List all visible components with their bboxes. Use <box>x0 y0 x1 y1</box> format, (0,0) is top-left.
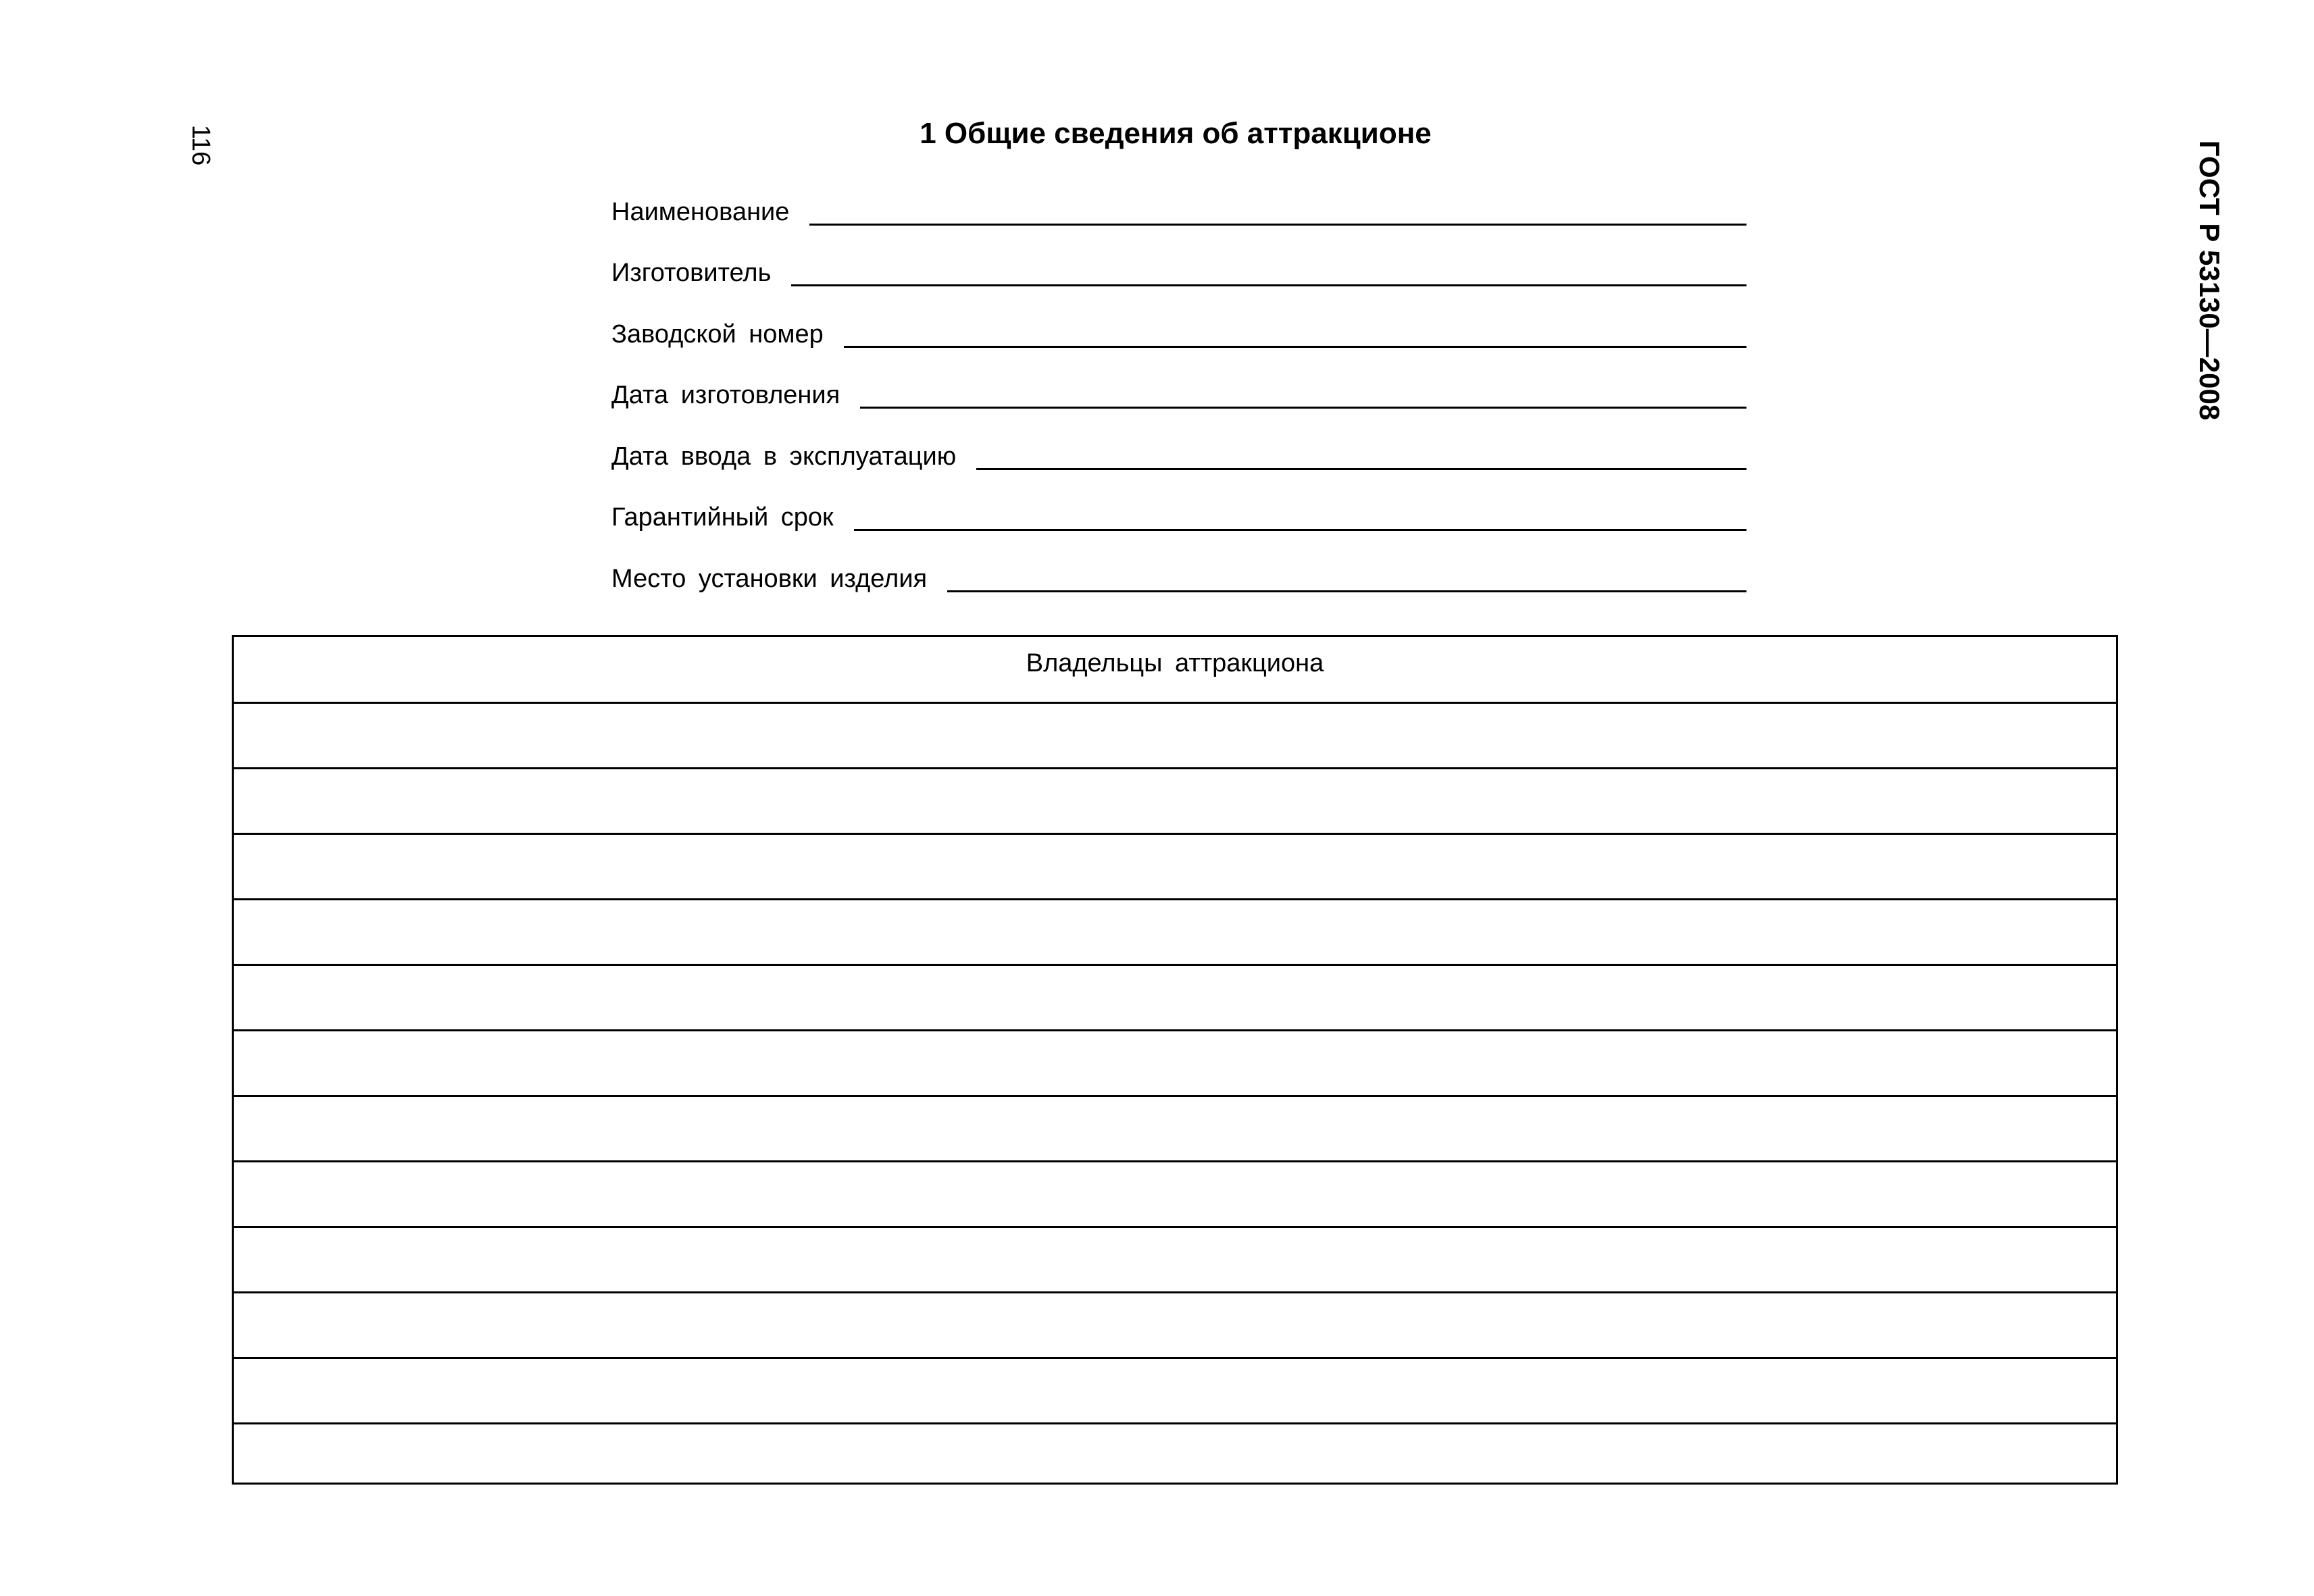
owner-cell[interactable] <box>233 900 2117 965</box>
field-label: Наименование <box>611 197 790 226</box>
field-row-warranty-period <box>611 485 1746 546</box>
field-label: Дата изготовления <box>611 381 840 409</box>
table-row <box>233 1424 2117 1484</box>
owner-cell[interactable] <box>233 1293 2117 1358</box>
owner-cell[interactable] <box>233 1031 2117 1096</box>
owner-cell[interactable] <box>233 834 2117 900</box>
owners-table <box>232 635 2118 1485</box>
manufacturer-field[interactable] <box>791 261 1746 286</box>
table-row <box>233 1358 2117 1424</box>
manufacture-date-field[interactable] <box>860 383 1746 409</box>
field-row-serial-number <box>611 301 1746 363</box>
table-row <box>233 1162 2117 1227</box>
page-number: 116 <box>186 124 216 166</box>
table-row <box>233 1293 2117 1358</box>
table-row <box>233 1031 2117 1096</box>
table-row <box>233 1096 2117 1162</box>
field-label: Заводской номер <box>611 319 824 349</box>
table-row <box>233 703 2117 769</box>
owner-cell[interactable] <box>233 703 2117 769</box>
table-row <box>233 900 2117 965</box>
general-info-fields <box>611 179 1746 607</box>
owner-cell[interactable] <box>233 965 2117 1031</box>
standard-code: ГОСТ Р 53130—2008 <box>2194 140 2225 421</box>
section-title: 1 Общие сведения об аттракционе <box>920 117 1432 150</box>
field-row-manufacture-date <box>611 363 1746 424</box>
owners-table-header: Владельцы аттракциона <box>233 636 2117 703</box>
field-label: Изготовитель <box>611 259 772 287</box>
owner-cell[interactable] <box>233 1227 2117 1293</box>
table-row <box>233 1227 2117 1293</box>
name-field[interactable] <box>809 200 1746 226</box>
field-row-commissioning-date <box>611 423 1746 485</box>
owners-table-header-row <box>233 636 2117 703</box>
table-row <box>233 769 2117 834</box>
field-label: Место установки изделия <box>611 564 928 593</box>
serial-number-field[interactable] <box>844 322 1746 348</box>
owner-cell[interactable] <box>233 1096 2117 1162</box>
field-label: Дата ввода в эксплуатацию <box>611 442 957 471</box>
owner-cell[interactable] <box>233 1162 2117 1227</box>
owner-cell[interactable] <box>233 769 2117 834</box>
warranty-period-field[interactable] <box>854 505 1746 531</box>
field-row-name <box>611 179 1746 240</box>
owner-cell[interactable] <box>233 1424 2117 1484</box>
field-row-installation-place <box>611 546 1746 607</box>
owner-cell[interactable] <box>233 1358 2117 1424</box>
table-row <box>233 965 2117 1031</box>
commissioning-date-field[interactable] <box>976 444 1746 470</box>
installation-place-field[interactable] <box>947 567 1746 592</box>
field-label: Гарантийный срок <box>611 503 834 532</box>
table-row <box>233 834 2117 900</box>
field-row-manufacturer <box>611 240 1746 302</box>
